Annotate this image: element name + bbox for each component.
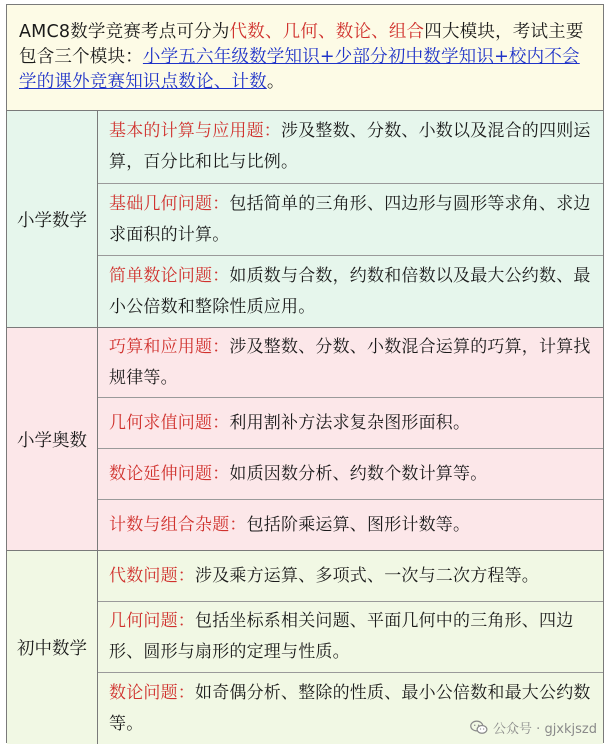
row-text: 如奇偶分析、整除的性质、最小公倍数和最大公约数等。 <box>109 682 591 734</box>
keyword-separator: 、 <box>371 22 389 42</box>
intro-text-1: AMC8数学竞赛考点可分为 <box>19 22 230 42</box>
table-row <box>98 602 603 673</box>
row-text: 利用割补方法求复杂图形面积。 <box>229 412 471 433</box>
watermark-text: 公众号 · gjxkjszd <box>493 722 597 737</box>
section-primary-olympiad <box>7 328 603 551</box>
row-title: 几何问题： <box>109 611 195 631</box>
row-content <box>109 332 595 394</box>
wechat-icon <box>470 720 488 735</box>
table-row <box>98 398 603 449</box>
watermark <box>470 718 597 737</box>
section-primary-math <box>7 111 603 328</box>
row-title: 巧算和应用题： <box>109 336 230 357</box>
keyword-separator: 、 <box>318 22 336 42</box>
row-content <box>109 510 470 541</box>
exam-topics-table <box>6 4 604 743</box>
row-text: 包括简单的三角形、四边形与圆形等求角、求边求面积的计算。 <box>109 193 591 245</box>
row-text: 涉及整数、分数、小数以及混合的四则运算，百分比和比与比例。 <box>109 121 591 172</box>
row-text: 包括坐标系相关问题、平面几何中的三角形、四边形、圆形与扇形的定理与性质。 <box>109 611 574 662</box>
table-row <box>98 256 603 328</box>
table-row <box>98 184 603 256</box>
row-content <box>109 606 595 668</box>
table-row <box>98 551 603 602</box>
section-rows <box>98 328 603 550</box>
row-content <box>109 459 487 490</box>
intro-text-2: 四大模块，考试主要包含三个模块： <box>19 22 584 67</box>
table-row <box>98 328 603 398</box>
category-label: 小学数学 <box>7 111 98 327</box>
section-rows <box>98 551 603 744</box>
row-text: 涉及乘方运算、多项式、一次与二次方程等。 <box>195 565 539 586</box>
row-title: 基础几何问题： <box>109 193 230 214</box>
row-content <box>109 408 470 439</box>
row-content <box>109 261 595 323</box>
row-title: 数论问题： <box>109 682 195 703</box>
row-title: 基本的计算与应用题： <box>109 121 281 141</box>
intro-end: 。 <box>266 72 285 92</box>
row-title: 几何求值问题： <box>109 412 230 433</box>
keyword-geometry: 几何 <box>282 22 319 42</box>
section-rows <box>98 111 603 327</box>
row-content <box>109 189 595 251</box>
row-title: 数论延伸问题： <box>109 463 230 484</box>
keyword-separator: 、 <box>264 22 283 42</box>
row-content <box>109 561 539 592</box>
table-row <box>98 111 603 184</box>
row-text: 包括阶乘运算、图形计数等。 <box>246 515 471 535</box>
intro-link[interactable]: 小学五六年级数学知识+少部分初中数学知识+校内不会学的课外竞赛知识点数论、计数 <box>19 47 580 92</box>
row-text: 涉及整数、分数、小数混合运算的巧算，计算找规律等。 <box>109 336 591 388</box>
table-row <box>98 449 603 500</box>
keyword-algebra: 代数 <box>229 22 265 42</box>
row-text: 如质数与合数，约数和倍数以及最大公约数、最小公倍数和整除性质应用。 <box>109 266 591 317</box>
intro-box <box>7 5 603 111</box>
section-middle-school-math <box>7 551 603 744</box>
row-title: 简单数论问题： <box>109 266 230 286</box>
keyword-combinatorics: 组合 <box>388 22 425 42</box>
category-label: 初中数学 <box>7 551 98 744</box>
row-title: 代数问题： <box>109 565 195 586</box>
row-content <box>109 116 595 178</box>
category-label: 小学奥数 <box>7 328 98 550</box>
row-title: 计数与组合杂题： <box>109 515 247 535</box>
table-row <box>98 500 603 551</box>
keyword-number-theory: 数论 <box>335 22 372 42</box>
row-text: 如质因数分析、约数个数计算等。 <box>229 463 488 484</box>
